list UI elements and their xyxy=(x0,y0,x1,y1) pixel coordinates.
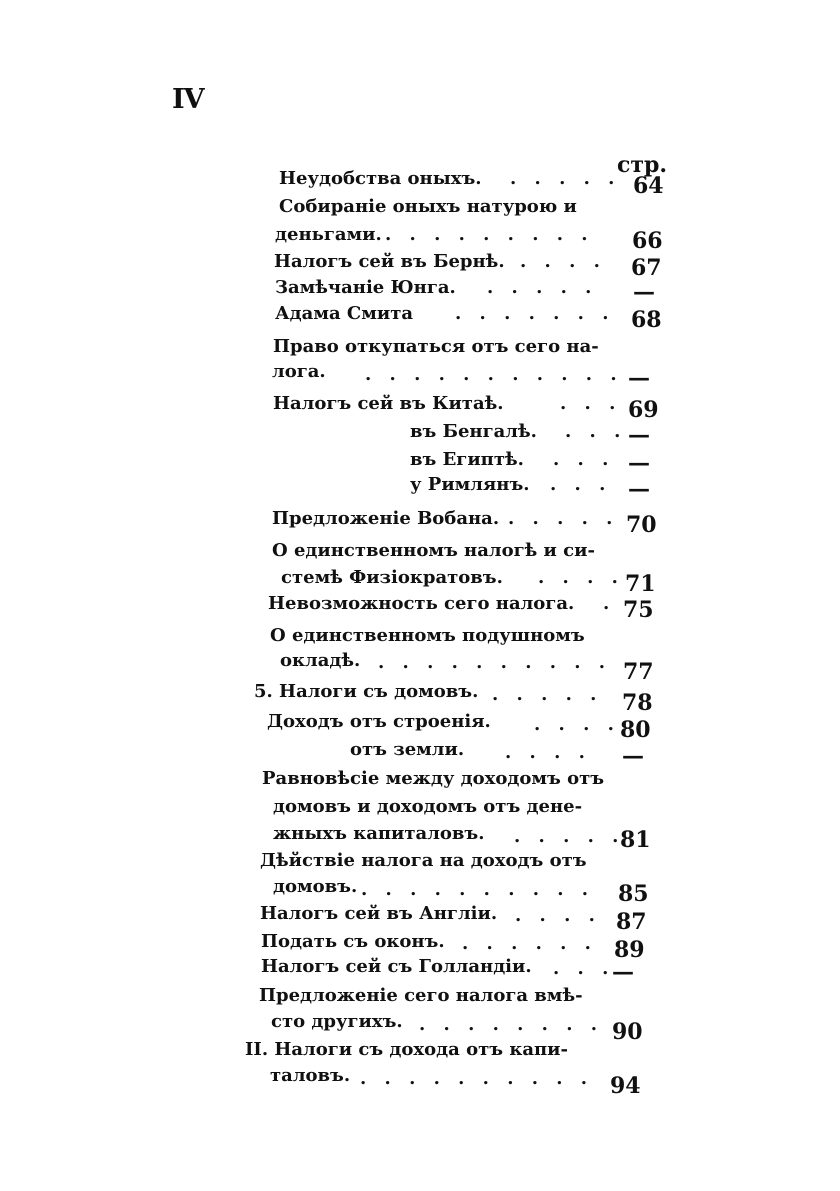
toc-entry: Предложеніе Вобана. xyxy=(272,508,500,529)
toc-entry: Невозможность сего налога. xyxy=(268,593,575,614)
toc-leader: . . . . . . . . . . . xyxy=(365,364,623,385)
toc-page-number: 64 xyxy=(633,173,664,199)
toc-leader: . . . xyxy=(553,958,615,979)
toc-leader: . . . . xyxy=(515,905,601,926)
toc-entry: окладѣ. xyxy=(280,650,361,671)
toc-entry: О единственномъ налогѣ и си- xyxy=(272,540,595,561)
toc-page-number: — xyxy=(628,450,650,476)
toc-leader: . . . . xyxy=(534,714,620,735)
toc-page-number: 75 xyxy=(623,597,654,623)
toc-page-number: 67 xyxy=(631,255,662,281)
toc-page-number: 77 xyxy=(623,659,654,685)
toc-entry: Адама Смита xyxy=(275,303,414,324)
toc-page-number: 69 xyxy=(628,397,659,423)
toc-page-number: — xyxy=(612,959,634,985)
toc-entry: Неудобства оныхъ. xyxy=(279,168,482,189)
toc-leader: . . . . xyxy=(505,742,591,763)
toc-entry: домовъ. xyxy=(273,876,358,897)
toc-page-number: 85 xyxy=(618,881,649,907)
page-number: IV xyxy=(172,84,204,115)
toc-leader: . . . . . . . . . . xyxy=(378,652,612,673)
toc-page-number: 70 xyxy=(626,512,657,538)
toc-leader: . . . . xyxy=(520,251,606,272)
toc-entry: Доходъ отъ строенія. xyxy=(267,711,491,732)
toc-page-number: 66 xyxy=(632,228,663,254)
toc-leader: . . . . . xyxy=(487,277,598,298)
toc-entry: Равновѣсіе между доходомъ отъ xyxy=(262,768,605,789)
toc-page-number: — xyxy=(628,365,650,391)
toc-leader: . . . . . . . . xyxy=(419,1014,603,1035)
toc-entry: лога. xyxy=(272,361,326,382)
toc-leader: . . . . . . xyxy=(462,933,597,954)
toc-page-number: 68 xyxy=(631,307,662,333)
toc-leader: . . . . . xyxy=(514,826,625,847)
page-column-label: стр. xyxy=(617,152,668,178)
toc-entry: Право откупаться отъ сего на- xyxy=(273,336,599,357)
toc-page-number: 71 xyxy=(625,571,656,597)
toc-entry: Подать съ оконъ. xyxy=(261,931,445,952)
toc-leader: . . . . . . . . . xyxy=(385,224,594,245)
toc-leader: . . . . xyxy=(538,567,624,588)
toc-page-number: 87 xyxy=(616,909,647,935)
toc-entry: отъ земли. xyxy=(350,739,465,760)
toc-page-number: 78 xyxy=(622,690,653,716)
toc-entry: Предложеніе сего налога вмѣ- xyxy=(259,985,583,1006)
toc-leader: . xyxy=(603,593,616,614)
toc-entry: въ Бенгалѣ. xyxy=(410,421,537,442)
toc-entry: у Римлянъ. xyxy=(410,474,530,495)
toc-leader: . . . . . xyxy=(492,684,603,705)
toc-page-number: 81 xyxy=(620,827,651,853)
toc-entry: II. Налоги съ дохода отъ капи- xyxy=(245,1039,568,1060)
toc-leader: . . . . . xyxy=(510,168,621,189)
toc-page-number: — xyxy=(622,743,644,769)
toc-entry: Налогъ сей съ Голландіи. xyxy=(261,956,532,977)
toc-page-number: — xyxy=(633,279,655,305)
toc-entry: сто другихъ. xyxy=(271,1011,403,1032)
toc-leader: . . . xyxy=(560,393,622,414)
toc-entry: Налогъ сей въ Бернѣ. xyxy=(274,251,505,272)
toc-page-number: — xyxy=(628,476,650,502)
toc-page-number: 89 xyxy=(614,937,645,963)
toc-entry: 5. Налоги съ домовъ. xyxy=(254,681,479,702)
toc-entry: Налогъ сей въ Китаѣ. xyxy=(273,393,504,414)
toc-entry: Замѣчаніе Юнга. xyxy=(275,277,456,298)
toc-entry: стемѣ Физіократовъ. xyxy=(281,567,503,588)
toc-leader: . . . xyxy=(550,474,612,495)
toc-leader: . . . xyxy=(565,421,627,442)
toc-leader: . . . xyxy=(553,449,615,470)
toc-page-number: 80 xyxy=(620,717,651,743)
toc-entry: Дѣйствіе налога на доходъ отъ xyxy=(260,850,587,871)
toc-entry: жныхъ капиталовъ. xyxy=(273,823,485,844)
toc-page-number: 90 xyxy=(612,1019,643,1045)
toc-leader: . . . . . . . xyxy=(455,303,615,324)
toc-entry: Налогъ сей въ Англіи. xyxy=(260,903,498,924)
toc-entry: таловъ. xyxy=(270,1065,351,1086)
toc-entry: въ Египтѣ. xyxy=(410,449,524,470)
toc-entry: домовъ и доходомъ отъ дене- xyxy=(273,796,583,817)
toc-leader: . . . . . . . . . . xyxy=(360,1068,594,1089)
toc-entry: Собираніе оныхъ натурою и xyxy=(279,196,577,217)
toc-leader: . . . . . . . . . . xyxy=(361,879,595,900)
toc-page-number: 94 xyxy=(610,1073,641,1099)
toc-leader: . . . . . xyxy=(508,508,619,529)
toc-page-number: — xyxy=(628,422,650,448)
toc-entry: деньгами. xyxy=(275,224,382,245)
toc-entry: О единственномъ подушномъ xyxy=(270,625,585,646)
